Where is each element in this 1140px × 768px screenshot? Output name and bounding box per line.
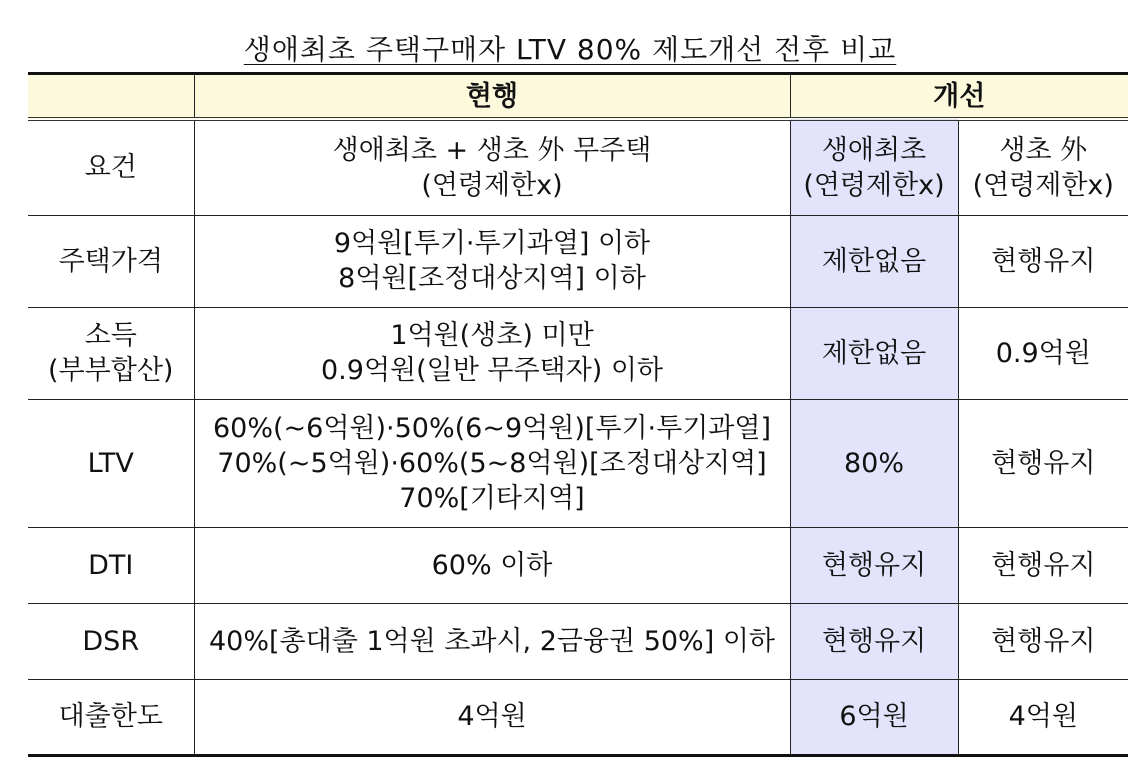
first-buyer-cell [790,679,958,755]
table-row [28,679,1128,755]
cell-line: 60%(~6억원)·50%(6~9억원)[투기·투기과열] [213,412,771,444]
first-buyer-cell [790,603,958,679]
cell-line: 생애최초 [821,134,927,166]
row-label-cell [28,119,194,215]
cell-line: (연령제한x) [972,169,1114,201]
cell-line: DTI [88,549,134,581]
first-buyer-cell [790,215,958,307]
table-body [28,119,1128,755]
other-buyer-cell [958,603,1128,679]
current-cell [194,399,790,527]
cell-line: 현행유지 [821,625,927,657]
first-buyer-cell [790,307,958,399]
table-row [28,603,1128,679]
table-row [28,119,1128,215]
cell-line: 1억원(생초) 미만 [390,320,594,351]
first-buyer-cell [790,119,958,215]
table-title [0,28,1140,68]
cell-line: 현행유지 [991,549,1096,581]
first-buyer-cell [790,527,958,603]
row-label-cell [28,527,194,603]
row-label-cell [28,679,194,755]
other-buyer-cell [958,399,1128,527]
cell-line: 70%[기타지역] [399,482,585,514]
cell-line: 주택가격 [58,245,163,277]
cell-line: 4억원 [457,701,527,732]
cell-line: 요건 [84,152,137,184]
cell-line: 생애최초 + 생초 外 무주택 [332,134,652,166]
header-improved: 개선 [790,74,1128,120]
other-buyer-cell [958,307,1128,399]
header-blank [28,74,194,120]
other-buyer-cell [958,119,1128,215]
other-buyer-cell [958,215,1128,307]
comparison-table [28,72,1128,757]
cell-line: 제한없음 [821,245,927,277]
header-current: 현행 [194,74,790,120]
current-cell [194,119,790,215]
cell-line: 0.9억원 [995,337,1091,369]
cell-line: 9억원[투기·투기과열] 이하 [333,228,651,259]
cell-line: 현행유지 [991,625,1096,657]
cell-line: (연령제한x) [421,169,563,201]
cell-line: 대출한도 [58,701,163,732]
table-row [28,215,1128,307]
cell-line: 6억원 [839,701,909,732]
cell-line: 80% [843,447,904,479]
cell-line: 0.9억원(일반 무주택자) 이하 [321,355,663,386]
cell-line: 현행유지 [991,447,1096,479]
cell-line: 40%[총대출 1억원 초과시, 2금융권 50%] 이하 [208,625,775,657]
cell-line: 생초 外 [999,134,1088,166]
row-label-cell [28,307,194,399]
cell-line: 4억원 [1008,701,1078,732]
other-buyer-cell [958,679,1128,755]
row-label-cell [28,399,194,527]
cell-line: 60% 이하 [431,549,553,581]
cell-line: 70%(~5억원)·60%(5~8억원)[조정대상지역] [217,447,767,479]
current-cell [194,679,790,755]
first-buyer-cell [790,399,958,527]
other-buyer-cell [958,527,1128,603]
cell-line: 현행유지 [821,549,927,581]
table-row [28,307,1128,399]
row-label-cell [28,215,194,307]
cell-line: 현행유지 [991,245,1096,277]
cell-line: LTV [87,447,134,479]
table-row [28,527,1128,603]
cell-line: (부부합산) [48,355,174,386]
cell-line: 제한없음 [821,337,927,369]
cell-line: (연령제한x) [803,169,945,201]
row-label-cell [28,603,194,679]
table-row [28,399,1128,527]
current-cell [194,215,790,307]
current-cell [194,603,790,679]
current-cell [194,307,790,399]
table-title-text: 생애최초 주택구매자 LTV 80% 제도개선 전후 비교 [243,33,897,66]
cell-line: 8억원[조정대상지역] 이하 [338,263,646,294]
current-cell [194,527,790,603]
header-row [28,74,1128,120]
cell-line: DSR [82,625,140,657]
cell-line: 소득 [84,320,137,351]
